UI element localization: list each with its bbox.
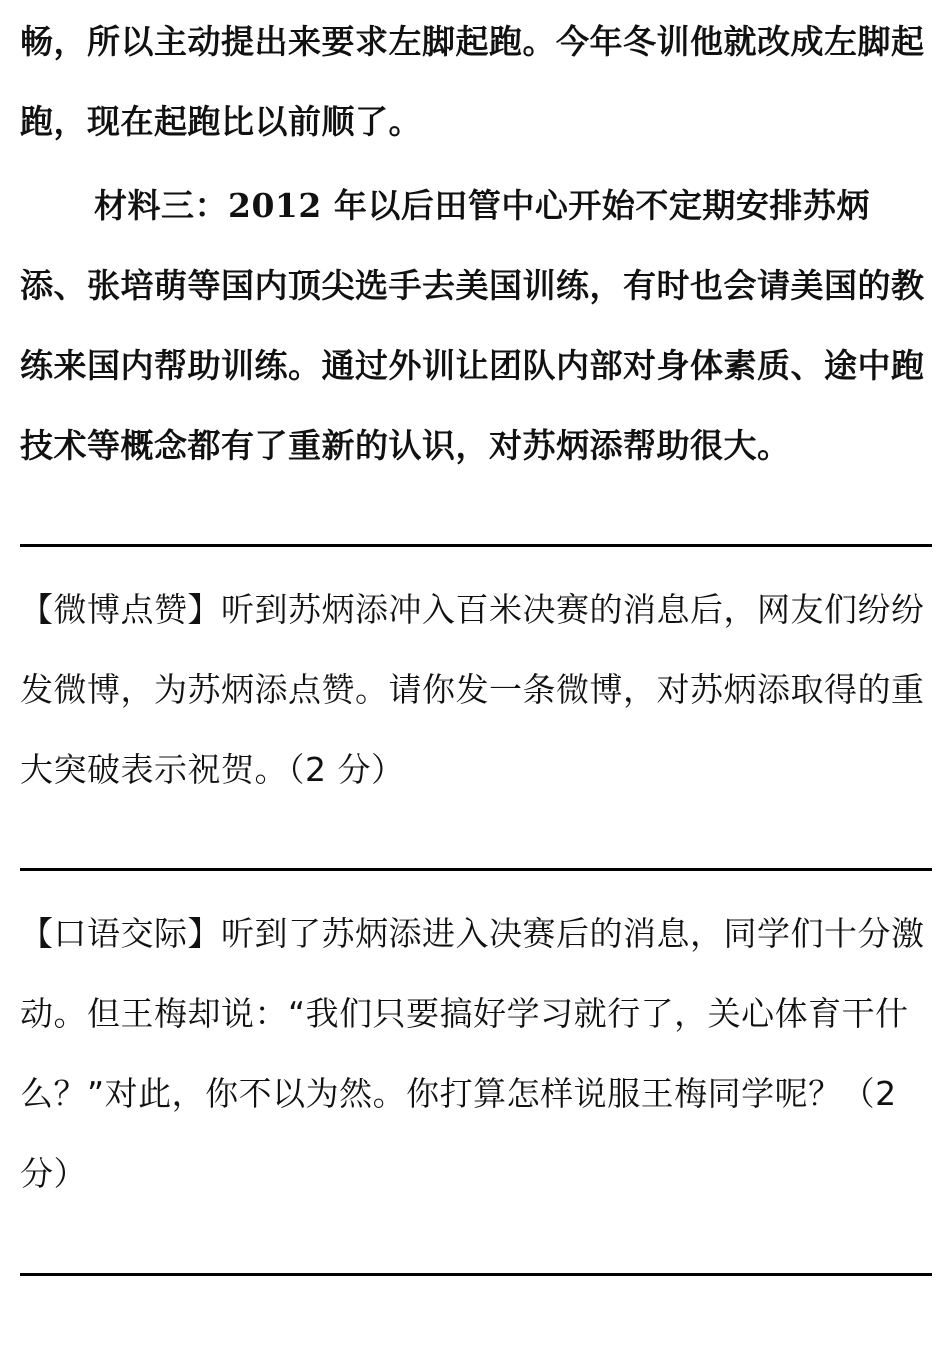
material-three-paragraph — [20, 166, 932, 486]
answer-line-2 — [20, 868, 932, 871]
passage-continuation-text: 畅，所以主动提出来要求左脚起跑。今年冬训他就改成左脚起跑，现在起跑比以前顺了。 — [20, 22, 925, 141]
question-oral-text: 听到了苏炳添进入决赛后的消息，同学们十分激动。但王梅却说：“我们只要搞好学习就行了，关心体育干什么？”对此，你不以为然。你打算怎样说服王梅同学呢？（2 分） — [20, 914, 925, 1193]
question-weibo-tag: 【微博点赞】 — [20, 590, 221, 629]
answer-line-1 — [20, 544, 932, 547]
question-oral-tag: 【口语交际】 — [20, 914, 221, 953]
material-three-text: 2012 年以后田管中心开始不定期安排苏炳添、张培萌等国内顶尖选手去美国训练，有时也会请美国的教练来国内帮助训练。通过外训让团队内部对身体素质、途中跑技术等概念都有了重新的认识，对苏炳添帮助很大。 — [20, 186, 925, 465]
answer-line-3 — [20, 1273, 932, 1276]
passage-continuation — [20, 2, 932, 162]
question-weibo — [20, 570, 932, 810]
material-three-label: 材料三： — [94, 186, 228, 225]
question-weibo-text: 听到苏炳添冲入百米决赛的消息后，网友们纷纷发微博，为苏炳添点赞。请你发一条微博，对苏炳添取得的重大突破表示祝贺。（2 分） — [20, 590, 925, 789]
question-oral — [20, 894, 932, 1214]
